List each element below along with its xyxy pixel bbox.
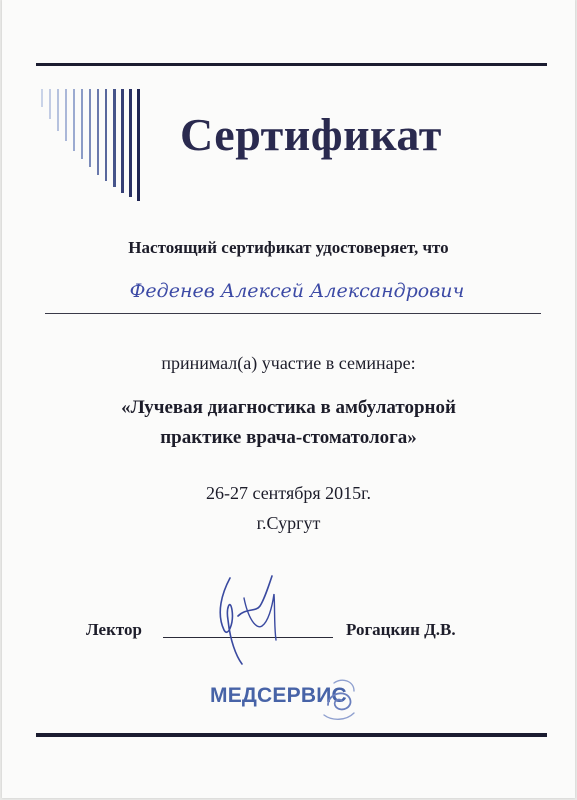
seminar-city: г.Сургут: [256, 513, 321, 533]
bottom-rule: [36, 733, 547, 737]
logo-swirl: [320, 675, 360, 723]
handwritten-signature: [212, 568, 292, 668]
top-rule: [36, 63, 547, 66]
seminar-title: [2, 393, 575, 453]
recipient-name: Феденев Алексей Александрович: [129, 280, 465, 302]
certificate-page: [2, 0, 575, 798]
lecturer-name: Рогацкин Д.В.: [346, 620, 456, 639]
participation-text: принимал(а) участие в семинаре:: [161, 353, 416, 373]
certificate-title: Сертификат: [180, 109, 442, 160]
seminar-title-line-1: «Лучевая диагностика в амбулаторной: [121, 397, 456, 418]
lecturer-label: Лектор: [86, 620, 142, 639]
recipient-underline: [45, 313, 541, 314]
seminar-dates: 26-27 сентября 2015г.: [205, 483, 372, 503]
seminar-title-line-2: практике врача-стоматолога»: [160, 427, 417, 448]
barcode-stripes-decoration: [37, 89, 147, 201]
certificate-intro: Настоящий сертификат удостоверяет, что: [128, 238, 449, 257]
organizer-logo: МЕДСЕРВИС: [210, 684, 347, 707]
